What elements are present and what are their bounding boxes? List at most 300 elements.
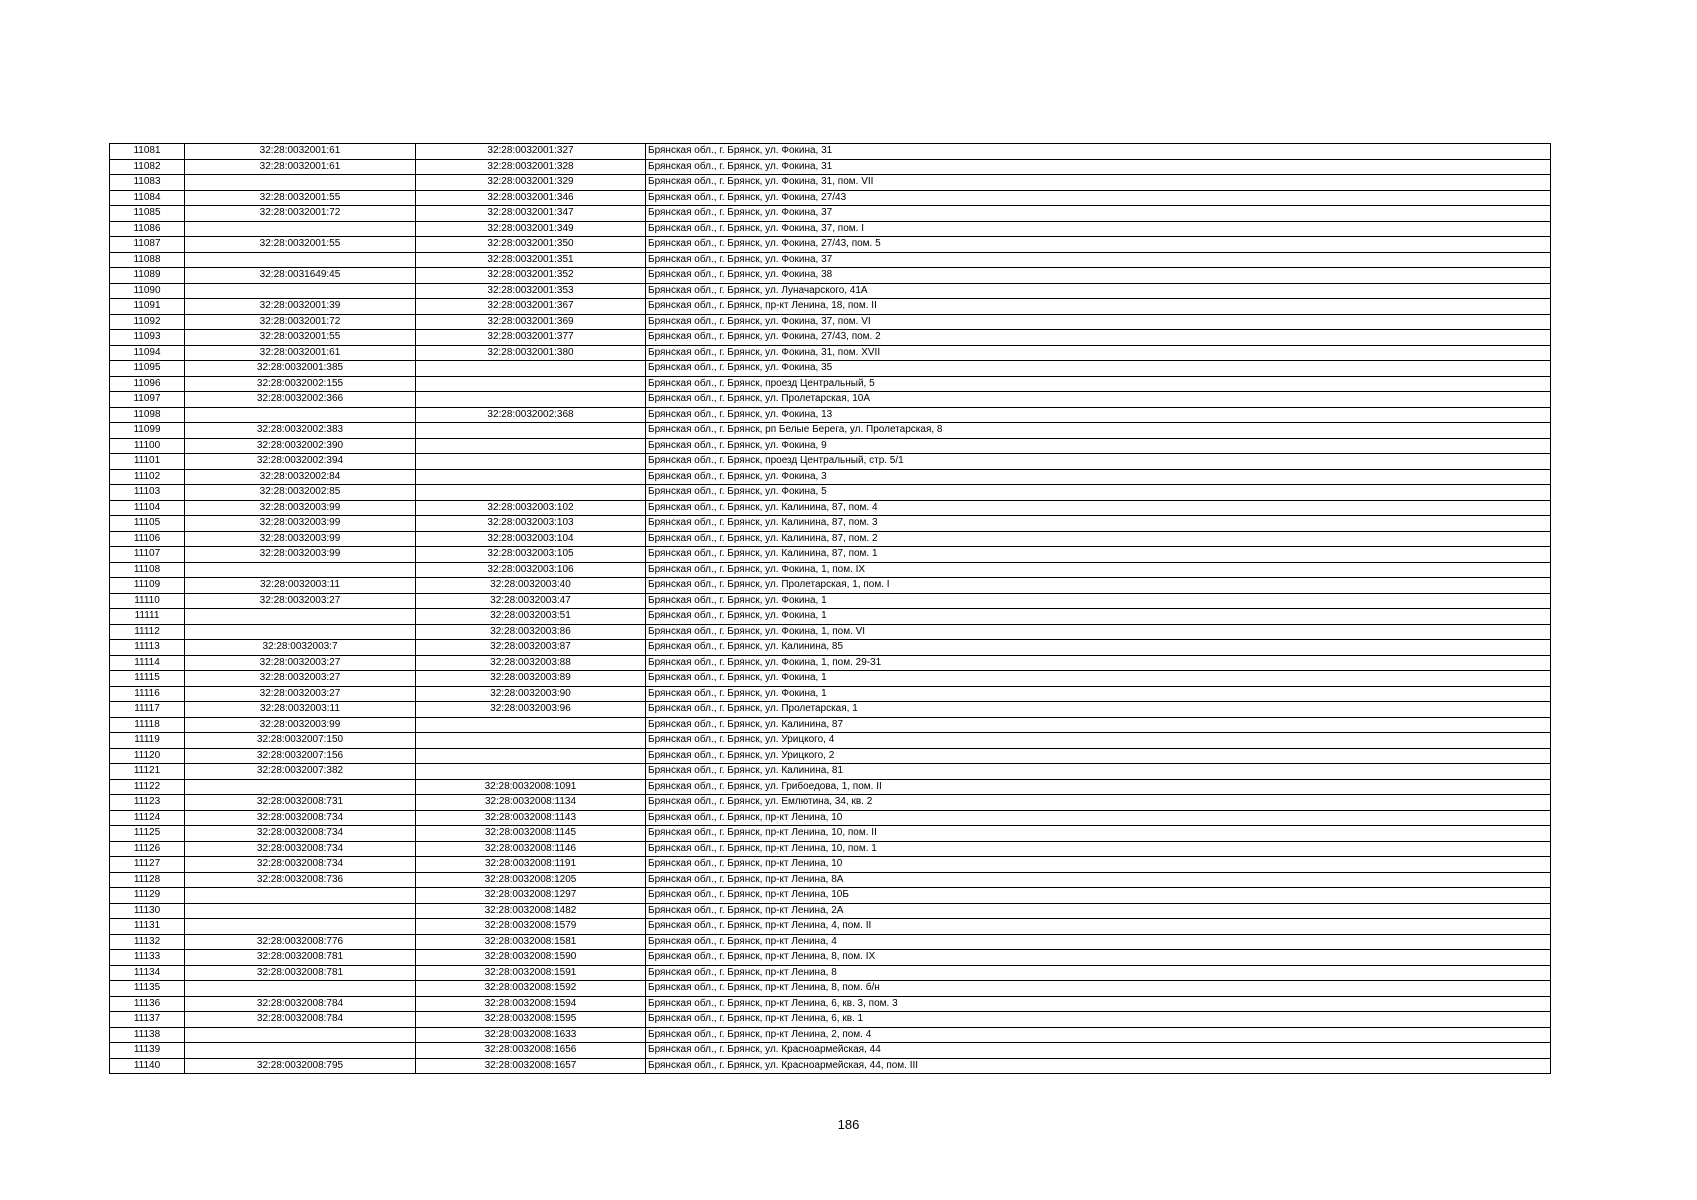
table-row bbox=[110, 330, 1551, 346]
address-cell: Брянская обл., г. Брянск, рп Белые Берега, ул. Пролетарская, 8 bbox=[646, 423, 1551, 439]
parent-cadastral-number-cell: 32:28:0032002:390 bbox=[185, 438, 416, 454]
row-number-cell: 11131 bbox=[110, 919, 185, 935]
parent-cadastral-number-cell bbox=[185, 609, 416, 625]
address-cell: Брянская обл., г. Брянск, ул. Фокина, 27/43, пом. 2 bbox=[646, 330, 1551, 346]
parent-cadastral-number-cell bbox=[185, 779, 416, 795]
cadastral-number-cell: 32:28:0032003:40 bbox=[416, 578, 646, 594]
address-cell: Брянская обл., г. Брянск, пр-кт Ленина, 4, пом. II bbox=[646, 919, 1551, 935]
address-cell: Брянская обл., г. Брянск, ул. Пролетарская, 10А bbox=[646, 392, 1551, 408]
registry-table bbox=[109, 143, 1551, 1074]
table-row bbox=[110, 981, 1551, 997]
row-number-cell: 11095 bbox=[110, 361, 185, 377]
table-row bbox=[110, 1043, 1551, 1059]
address-cell: Брянская обл., г. Брянск, ул. Емлютина, 34, кв. 2 bbox=[646, 795, 1551, 811]
registry-table-body bbox=[110, 144, 1551, 1074]
table-row bbox=[110, 872, 1551, 888]
table-row bbox=[110, 423, 1551, 439]
row-number-cell: 11089 bbox=[110, 268, 185, 284]
address-cell: Брянская обл., г. Брянск, пр-кт Ленина, 8, пом. б/н bbox=[646, 981, 1551, 997]
table-row bbox=[110, 702, 1551, 718]
table-row bbox=[110, 795, 1551, 811]
parent-cadastral-number-cell bbox=[185, 919, 416, 935]
row-number-cell: 11139 bbox=[110, 1043, 185, 1059]
address-cell: Брянская обл., г. Брянск, ул. Фокина, 1, пом. VI bbox=[646, 624, 1551, 640]
row-number-cell: 11116 bbox=[110, 686, 185, 702]
parent-cadastral-number-cell: 32:28:0032003:27 bbox=[185, 686, 416, 702]
row-number-cell: 11107 bbox=[110, 547, 185, 563]
cadastral-number-cell: 32:28:0032003:104 bbox=[416, 531, 646, 547]
address-cell: Брянская обл., г. Брянск, ул. Калинина, 85 bbox=[646, 640, 1551, 656]
row-number-cell: 11087 bbox=[110, 237, 185, 253]
cadastral-number-cell bbox=[416, 748, 646, 764]
row-number-cell: 11093 bbox=[110, 330, 185, 346]
parent-cadastral-number-cell: 32:28:0032001:39 bbox=[185, 299, 416, 315]
address-cell: Брянская обл., г. Брянск, пр-кт Ленина, 10, пом. 1 bbox=[646, 841, 1551, 857]
address-cell: Брянская обл., г. Брянск, пр-кт Ленина, 2А bbox=[646, 903, 1551, 919]
row-number-cell: 11125 bbox=[110, 826, 185, 842]
parent-cadastral-number-cell: 32:28:0032008:734 bbox=[185, 841, 416, 857]
cadastral-number-cell: 32:28:0032008:1134 bbox=[416, 795, 646, 811]
row-number-cell: 11097 bbox=[110, 392, 185, 408]
parent-cadastral-number-cell: 32:28:0032003:27 bbox=[185, 593, 416, 609]
parent-cadastral-number-cell: 32:28:0032008:731 bbox=[185, 795, 416, 811]
parent-cadastral-number-cell: 32:28:0032008:734 bbox=[185, 857, 416, 873]
cadastral-number-cell bbox=[416, 469, 646, 485]
cadastral-number-cell: 32:28:0032003:96 bbox=[416, 702, 646, 718]
address-cell: Брянская обл., г. Брянск, ул. Фокина, 3 bbox=[646, 469, 1551, 485]
cadastral-number-cell: 32:28:0032001:367 bbox=[416, 299, 646, 315]
row-number-cell: 11128 bbox=[110, 872, 185, 888]
parent-cadastral-number-cell: 32:28:0032002:84 bbox=[185, 469, 416, 485]
table-row bbox=[110, 717, 1551, 733]
address-cell: Брянская обл., г. Брянск, ул. Фокина, 1 bbox=[646, 609, 1551, 625]
address-cell: Брянская обл., г. Брянск, ул. Фокина, 1 bbox=[646, 686, 1551, 702]
parent-cadastral-number-cell bbox=[185, 562, 416, 578]
parent-cadastral-number-cell: 32:28:0032003:7 bbox=[185, 640, 416, 656]
table-row bbox=[110, 950, 1551, 966]
row-number-cell: 11098 bbox=[110, 407, 185, 423]
parent-cadastral-number-cell bbox=[185, 221, 416, 237]
row-number-cell: 11120 bbox=[110, 748, 185, 764]
row-number-cell: 11105 bbox=[110, 516, 185, 532]
cadastral-number-cell: 32:28:0032001:369 bbox=[416, 314, 646, 330]
table-row bbox=[110, 376, 1551, 392]
row-number-cell: 11129 bbox=[110, 888, 185, 904]
address-cell: Брянская обл., г. Брянск, ул. Грибоедова, 1, пом. II bbox=[646, 779, 1551, 795]
cadastral-number-cell: 32:28:0032001:327 bbox=[416, 144, 646, 160]
cadastral-number-cell bbox=[416, 392, 646, 408]
address-cell: Брянская обл., г. Брянск, ул. Фокина, 9 bbox=[646, 438, 1551, 454]
address-cell: Брянская обл., г. Брянск, ул. Калинина, 87, пом. 2 bbox=[646, 531, 1551, 547]
table-row bbox=[110, 686, 1551, 702]
address-cell: Брянская обл., г. Брянск, ул. Урицкого, 4 bbox=[646, 733, 1551, 749]
row-number-cell: 11111 bbox=[110, 609, 185, 625]
parent-cadastral-number-cell: 32:28:0032008:734 bbox=[185, 826, 416, 842]
cadastral-number-cell: 32:28:0032008:1595 bbox=[416, 1012, 646, 1028]
table-row bbox=[110, 624, 1551, 640]
parent-cadastral-number-cell: 32:28:0032008:795 bbox=[185, 1058, 416, 1074]
cadastral-number-cell: 32:28:0032003:90 bbox=[416, 686, 646, 702]
cadastral-number-cell: 32:28:0032001:328 bbox=[416, 159, 646, 175]
table-row bbox=[110, 516, 1551, 532]
table-row bbox=[110, 159, 1551, 175]
row-number-cell: 11117 bbox=[110, 702, 185, 718]
table-row bbox=[110, 841, 1551, 857]
cadastral-number-cell bbox=[416, 733, 646, 749]
parent-cadastral-number-cell: 32:28:0032002:155 bbox=[185, 376, 416, 392]
address-cell: Брянская обл., г. Брянск, пр-кт Ленина, 18, пом. II bbox=[646, 299, 1551, 315]
row-number-cell: 11140 bbox=[110, 1058, 185, 1074]
address-cell: Брянская обл., г. Брянск, пр-кт Ленина, 10 bbox=[646, 857, 1551, 873]
row-number-cell: 11123 bbox=[110, 795, 185, 811]
parent-cadastral-number-cell: 32:28:0032001:61 bbox=[185, 159, 416, 175]
address-cell: Брянская обл., г. Брянск, ул. Пролетарская, 1, пом. I bbox=[646, 578, 1551, 594]
address-cell: Брянская обл., г. Брянск, ул. Фокина, 31 bbox=[646, 159, 1551, 175]
cadastral-number-cell: 32:28:0032003:102 bbox=[416, 500, 646, 516]
table-row bbox=[110, 593, 1551, 609]
row-number-cell: 11119 bbox=[110, 733, 185, 749]
cadastral-number-cell bbox=[416, 361, 646, 377]
table-row bbox=[110, 485, 1551, 501]
address-cell: Брянская обл., г. Брянск, ул. Фокина, 27/43 bbox=[646, 190, 1551, 206]
table-row bbox=[110, 454, 1551, 470]
address-cell: Брянская обл., г. Брянск, пр-кт Ленина, 10, пом. II bbox=[646, 826, 1551, 842]
parent-cadastral-number-cell: 32:28:0031649:45 bbox=[185, 268, 416, 284]
table-row bbox=[110, 175, 1551, 191]
table-row bbox=[110, 407, 1551, 423]
address-cell: Брянская обл., г. Брянск, ул. Фокина, 31, пом. XVII bbox=[646, 345, 1551, 361]
cadastral-number-cell: 32:28:0032001:350 bbox=[416, 237, 646, 253]
table-row bbox=[110, 562, 1551, 578]
parent-cadastral-number-cell: 32:28:0032001:55 bbox=[185, 330, 416, 346]
row-number-cell: 11133 bbox=[110, 950, 185, 966]
parent-cadastral-number-cell bbox=[185, 175, 416, 191]
address-cell: Брянская обл., г. Брянск, ул. Урицкого, 2 bbox=[646, 748, 1551, 764]
row-number-cell: 11110 bbox=[110, 593, 185, 609]
table-row bbox=[110, 996, 1551, 1012]
address-cell: Брянская обл., г. Брянск, проезд Центральный, 5 bbox=[646, 376, 1551, 392]
cadastral-number-cell: 32:28:0032003:86 bbox=[416, 624, 646, 640]
cadastral-number-cell: 32:28:0032001:352 bbox=[416, 268, 646, 284]
table-row bbox=[110, 810, 1551, 826]
address-cell: Брянская обл., г. Брянск, пр-кт Ленина, 10Б bbox=[646, 888, 1551, 904]
parent-cadastral-number-cell: 32:28:0032002:394 bbox=[185, 454, 416, 470]
parent-cadastral-number-cell bbox=[185, 624, 416, 640]
table-row bbox=[110, 640, 1551, 656]
parent-cadastral-number-cell: 32:28:0032001:61 bbox=[185, 345, 416, 361]
row-number-cell: 11082 bbox=[110, 159, 185, 175]
cadastral-number-cell: 32:28:0032008:1191 bbox=[416, 857, 646, 873]
cadastral-number-cell bbox=[416, 485, 646, 501]
parent-cadastral-number-cell bbox=[185, 903, 416, 919]
parent-cadastral-number-cell: 32:28:0032007:382 bbox=[185, 764, 416, 780]
address-cell: Брянская обл., г. Брянск, ул. Красноармейская, 44 bbox=[646, 1043, 1551, 1059]
row-number-cell: 11114 bbox=[110, 655, 185, 671]
table-row bbox=[110, 919, 1551, 935]
parent-cadastral-number-cell: 32:28:0032008:736 bbox=[185, 872, 416, 888]
row-number-cell: 11122 bbox=[110, 779, 185, 795]
row-number-cell: 11135 bbox=[110, 981, 185, 997]
cadastral-number-cell: 32:28:0032008:1297 bbox=[416, 888, 646, 904]
parent-cadastral-number-cell: 32:28:0032001:385 bbox=[185, 361, 416, 377]
row-number-cell: 11118 bbox=[110, 717, 185, 733]
address-cell: Брянская обл., г. Брянск, ул. Фокина, 5 bbox=[646, 485, 1551, 501]
parent-cadastral-number-cell: 32:28:0032003:99 bbox=[185, 500, 416, 516]
parent-cadastral-number-cell: 32:28:0032002:85 bbox=[185, 485, 416, 501]
address-cell: Брянская обл., г. Брянск, ул. Калинина, 81 bbox=[646, 764, 1551, 780]
row-number-cell: 11084 bbox=[110, 190, 185, 206]
parent-cadastral-number-cell: 32:28:0032008:776 bbox=[185, 934, 416, 950]
row-number-cell: 11090 bbox=[110, 283, 185, 299]
table-row bbox=[110, 934, 1551, 950]
address-cell: Брянская обл., г. Брянск, пр-кт Ленина, 8 bbox=[646, 965, 1551, 981]
address-cell: Брянская обл., г. Брянск, ул. Пролетарская, 1 bbox=[646, 702, 1551, 718]
parent-cadastral-number-cell: 32:28:0032001:55 bbox=[185, 237, 416, 253]
address-cell: Брянская обл., г. Брянск, ул. Фокина, 35 bbox=[646, 361, 1551, 377]
parent-cadastral-number-cell bbox=[185, 1027, 416, 1043]
cadastral-number-cell: 32:28:0032001:347 bbox=[416, 206, 646, 222]
cadastral-number-cell: 32:28:0032008:1592 bbox=[416, 981, 646, 997]
cadastral-number-cell: 32:28:0032008:1657 bbox=[416, 1058, 646, 1074]
parent-cadastral-number-cell: 32:28:0032003:99 bbox=[185, 547, 416, 563]
cadastral-number-cell: 32:28:0032008:1143 bbox=[416, 810, 646, 826]
address-cell: Брянская обл., г. Брянск, ул. Калинина, 87 bbox=[646, 717, 1551, 733]
row-number-cell: 11127 bbox=[110, 857, 185, 873]
row-number-cell: 11136 bbox=[110, 996, 185, 1012]
parent-cadastral-number-cell: 32:28:0032003:99 bbox=[185, 516, 416, 532]
table-row bbox=[110, 500, 1551, 516]
address-cell: Брянская обл., г. Брянск, ул. Фокина, 37 bbox=[646, 252, 1551, 268]
table-row bbox=[110, 903, 1551, 919]
table-row bbox=[110, 547, 1551, 563]
table-row bbox=[110, 764, 1551, 780]
table-row bbox=[110, 252, 1551, 268]
address-cell: Брянская обл., г. Брянск, ул. Фокина, 37, пом. I bbox=[646, 221, 1551, 237]
table-row bbox=[110, 857, 1551, 873]
address-cell: Брянская обл., г. Брянск, ул. Красноармейская, 44, пом. III bbox=[646, 1058, 1551, 1074]
table-row bbox=[110, 733, 1551, 749]
row-number-cell: 11121 bbox=[110, 764, 185, 780]
row-number-cell: 11132 bbox=[110, 934, 185, 950]
cadastral-number-cell bbox=[416, 717, 646, 733]
cadastral-number-cell: 32:28:0032008:1591 bbox=[416, 965, 646, 981]
address-cell: Брянская обл., г. Брянск, ул. Фокина, 37, пом. VI bbox=[646, 314, 1551, 330]
parent-cadastral-number-cell: 32:28:0032001:55 bbox=[185, 190, 416, 206]
address-cell: Брянская обл., г. Брянск, пр-кт Ленина, 10 bbox=[646, 810, 1551, 826]
cadastral-number-cell: 32:28:0032001:377 bbox=[416, 330, 646, 346]
cadastral-number-cell: 32:28:0032003:88 bbox=[416, 655, 646, 671]
parent-cadastral-number-cell: 32:28:0032008:784 bbox=[185, 996, 416, 1012]
parent-cadastral-number-cell: 32:28:0032001:61 bbox=[185, 144, 416, 160]
parent-cadastral-number-cell bbox=[185, 252, 416, 268]
table-row bbox=[110, 965, 1551, 981]
table-row bbox=[110, 826, 1551, 842]
address-cell: Брянская обл., г. Брянск, пр-кт Ленина, 6, кв. 1 bbox=[646, 1012, 1551, 1028]
address-cell: Брянская обл., г. Брянск, ул. Калинина, 87, пом. 1 bbox=[646, 547, 1551, 563]
address-cell: Брянская обл., г. Брянск, пр-кт Ленина, 8, пом. IX bbox=[646, 950, 1551, 966]
row-number-cell: 11100 bbox=[110, 438, 185, 454]
table-row bbox=[110, 314, 1551, 330]
parent-cadastral-number-cell: 32:28:0032001:72 bbox=[185, 314, 416, 330]
parent-cadastral-number-cell: 32:28:0032003:27 bbox=[185, 671, 416, 687]
table-row bbox=[110, 779, 1551, 795]
parent-cadastral-number-cell bbox=[185, 981, 416, 997]
row-number-cell: 11124 bbox=[110, 810, 185, 826]
table-row bbox=[110, 190, 1551, 206]
table-row bbox=[110, 1058, 1551, 1074]
cadastral-number-cell: 32:28:0032001:346 bbox=[416, 190, 646, 206]
address-cell: Брянская обл., г. Брянск, ул. Фокина, 38 bbox=[646, 268, 1551, 284]
cadastral-number-cell: 32:28:0032003:87 bbox=[416, 640, 646, 656]
address-cell: Брянская обл., г. Брянск, пр-кт Ленина, 4 bbox=[646, 934, 1551, 950]
row-number-cell: 11088 bbox=[110, 252, 185, 268]
row-number-cell: 11091 bbox=[110, 299, 185, 315]
cadastral-number-cell bbox=[416, 454, 646, 470]
row-number-cell: 11092 bbox=[110, 314, 185, 330]
row-number-cell: 11099 bbox=[110, 423, 185, 439]
cadastral-number-cell: 32:28:0032008:1590 bbox=[416, 950, 646, 966]
row-number-cell: 11102 bbox=[110, 469, 185, 485]
cadastral-number-cell: 32:28:0032002:368 bbox=[416, 407, 646, 423]
row-number-cell: 11112 bbox=[110, 624, 185, 640]
parent-cadastral-number-cell: 32:28:0032008:781 bbox=[185, 950, 416, 966]
parent-cadastral-number-cell: 32:28:0032002:366 bbox=[185, 392, 416, 408]
parent-cadastral-number-cell: 32:28:0032001:72 bbox=[185, 206, 416, 222]
parent-cadastral-number-cell bbox=[185, 1043, 416, 1059]
cadastral-number-cell: 32:28:0032001:329 bbox=[416, 175, 646, 191]
cadastral-number-cell: 32:28:0032008:1146 bbox=[416, 841, 646, 857]
row-number-cell: 11106 bbox=[110, 531, 185, 547]
row-number-cell: 11115 bbox=[110, 671, 185, 687]
parent-cadastral-number-cell bbox=[185, 888, 416, 904]
address-cell: Брянская обл., г. Брянск, ул. Фокина, 13 bbox=[646, 407, 1551, 423]
address-cell: Брянская обл., г. Брянск, проезд Центральный, стр. 5/1 bbox=[646, 454, 1551, 470]
row-number-cell: 11103 bbox=[110, 485, 185, 501]
row-number-cell: 11137 bbox=[110, 1012, 185, 1028]
cadastral-number-cell: 32:28:0032008:1594 bbox=[416, 996, 646, 1012]
parent-cadastral-number-cell: 32:28:0032003:27 bbox=[185, 655, 416, 671]
cadastral-number-cell: 32:28:0032001:380 bbox=[416, 345, 646, 361]
table-row bbox=[110, 671, 1551, 687]
cadastral-number-cell: 32:28:0032001:349 bbox=[416, 221, 646, 237]
address-cell: Брянская обл., г. Брянск, ул. Фокина, 1 bbox=[646, 671, 1551, 687]
row-number-cell: 11086 bbox=[110, 221, 185, 237]
table-row bbox=[110, 237, 1551, 253]
table-row bbox=[110, 748, 1551, 764]
cadastral-number-cell: 32:28:0032008:1633 bbox=[416, 1027, 646, 1043]
row-number-cell: 11096 bbox=[110, 376, 185, 392]
parent-cadastral-number-cell: 32:28:0032008:734 bbox=[185, 810, 416, 826]
cadastral-number-cell: 32:28:0032008:1091 bbox=[416, 779, 646, 795]
parent-cadastral-number-cell: 32:28:0032003:11 bbox=[185, 578, 416, 594]
cadastral-number-cell: 32:28:0032001:353 bbox=[416, 283, 646, 299]
cadastral-number-cell bbox=[416, 423, 646, 439]
cadastral-number-cell bbox=[416, 438, 646, 454]
row-number-cell: 11134 bbox=[110, 965, 185, 981]
row-number-cell: 11126 bbox=[110, 841, 185, 857]
cadastral-number-cell: 32:28:0032008:1145 bbox=[416, 826, 646, 842]
address-cell: Брянская обл., г. Брянск, ул. Фокина, 31, пом. VII bbox=[646, 175, 1551, 191]
table-row bbox=[110, 1012, 1551, 1028]
address-cell: Брянская обл., г. Брянск, ул. Луначарского, 41А bbox=[646, 283, 1551, 299]
address-cell: Брянская обл., г. Брянск, ул. Фокина, 1, пом. IX bbox=[646, 562, 1551, 578]
table-row bbox=[110, 268, 1551, 284]
parent-cadastral-number-cell: 32:28:0032002:383 bbox=[185, 423, 416, 439]
parent-cadastral-number-cell: 32:28:0032008:781 bbox=[185, 965, 416, 981]
cadastral-number-cell: 32:28:0032003:47 bbox=[416, 593, 646, 609]
table-row bbox=[110, 345, 1551, 361]
table-row bbox=[110, 438, 1551, 454]
address-cell: Брянская обл., г. Брянск, пр-кт Ленина, 6, кв. 3, пом. 3 bbox=[646, 996, 1551, 1012]
table-row bbox=[110, 221, 1551, 237]
parent-cadastral-number-cell: 32:28:0032003:11 bbox=[185, 702, 416, 718]
table-row bbox=[110, 283, 1551, 299]
parent-cadastral-number-cell: 32:28:0032007:156 bbox=[185, 748, 416, 764]
table-row bbox=[110, 1027, 1551, 1043]
parent-cadastral-number-cell: 32:28:0032007:150 bbox=[185, 733, 416, 749]
page-number: 186 bbox=[837, 1117, 860, 1132]
address-cell: Брянская обл., г. Брянск, пр-кт Ленина, 8А bbox=[646, 872, 1551, 888]
parent-cadastral-number-cell bbox=[185, 407, 416, 423]
parent-cadastral-number-cell bbox=[185, 283, 416, 299]
address-cell: Брянская обл., г. Брянск, ул. Фокина, 1, пом. 29-31 bbox=[646, 655, 1551, 671]
cadastral-number-cell: 32:28:0032008:1205 bbox=[416, 872, 646, 888]
cadastral-number-cell: 32:28:0032008:1482 bbox=[416, 903, 646, 919]
cadastral-number-cell bbox=[416, 764, 646, 780]
row-number-cell: 11113 bbox=[110, 640, 185, 656]
table-row bbox=[110, 144, 1551, 160]
table-row bbox=[110, 361, 1551, 377]
cadastral-number-cell bbox=[416, 376, 646, 392]
address-cell: Брянская обл., г. Брянск, ул. Фокина, 27/43, пом. 5 bbox=[646, 237, 1551, 253]
table-row bbox=[110, 299, 1551, 315]
table-row bbox=[110, 531, 1551, 547]
cadastral-number-cell: 32:28:0032003:103 bbox=[416, 516, 646, 532]
cadastral-number-cell: 32:28:0032003:106 bbox=[416, 562, 646, 578]
table-row bbox=[110, 655, 1551, 671]
cadastral-number-cell: 32:28:0032003:89 bbox=[416, 671, 646, 687]
cadastral-number-cell: 32:28:0032008:1581 bbox=[416, 934, 646, 950]
cadastral-number-cell: 32:28:0032008:1656 bbox=[416, 1043, 646, 1059]
row-number-cell: 11104 bbox=[110, 500, 185, 516]
address-cell: Брянская обл., г. Брянск, ул. Фокина, 1 bbox=[646, 593, 1551, 609]
row-number-cell: 11108 bbox=[110, 562, 185, 578]
cadastral-number-cell: 32:28:0032008:1579 bbox=[416, 919, 646, 935]
address-cell: Брянская обл., г. Брянск, пр-кт Ленина, 2, пом. 4 bbox=[646, 1027, 1551, 1043]
cadastral-number-cell: 32:28:0032001:351 bbox=[416, 252, 646, 268]
table-row bbox=[110, 206, 1551, 222]
address-cell: Брянская обл., г. Брянск, ул. Калинина, 87, пом. 4 bbox=[646, 500, 1551, 516]
parent-cadastral-number-cell: 32:28:0032008:784 bbox=[185, 1012, 416, 1028]
parent-cadastral-number-cell: 32:28:0032003:99 bbox=[185, 531, 416, 547]
row-number-cell: 11109 bbox=[110, 578, 185, 594]
row-number-cell: 11130 bbox=[110, 903, 185, 919]
row-number-cell: 11083 bbox=[110, 175, 185, 191]
row-number-cell: 11081 bbox=[110, 144, 185, 160]
row-number-cell: 11138 bbox=[110, 1027, 185, 1043]
table-row bbox=[110, 888, 1551, 904]
cadastral-number-cell: 32:28:0032003:51 bbox=[416, 609, 646, 625]
row-number-cell: 11101 bbox=[110, 454, 185, 470]
address-cell: Брянская обл., г. Брянск, ул. Фокина, 37 bbox=[646, 206, 1551, 222]
cadastral-number-cell: 32:28:0032003:105 bbox=[416, 547, 646, 563]
table-row bbox=[110, 578, 1551, 594]
table-row bbox=[110, 609, 1551, 625]
address-cell: Брянская обл., г. Брянск, ул. Фокина, 31 bbox=[646, 144, 1551, 160]
table-row bbox=[110, 469, 1551, 485]
address-cell: Брянская обл., г. Брянск, ул. Калинина, 87, пом. 3 bbox=[646, 516, 1551, 532]
row-number-cell: 11094 bbox=[110, 345, 185, 361]
